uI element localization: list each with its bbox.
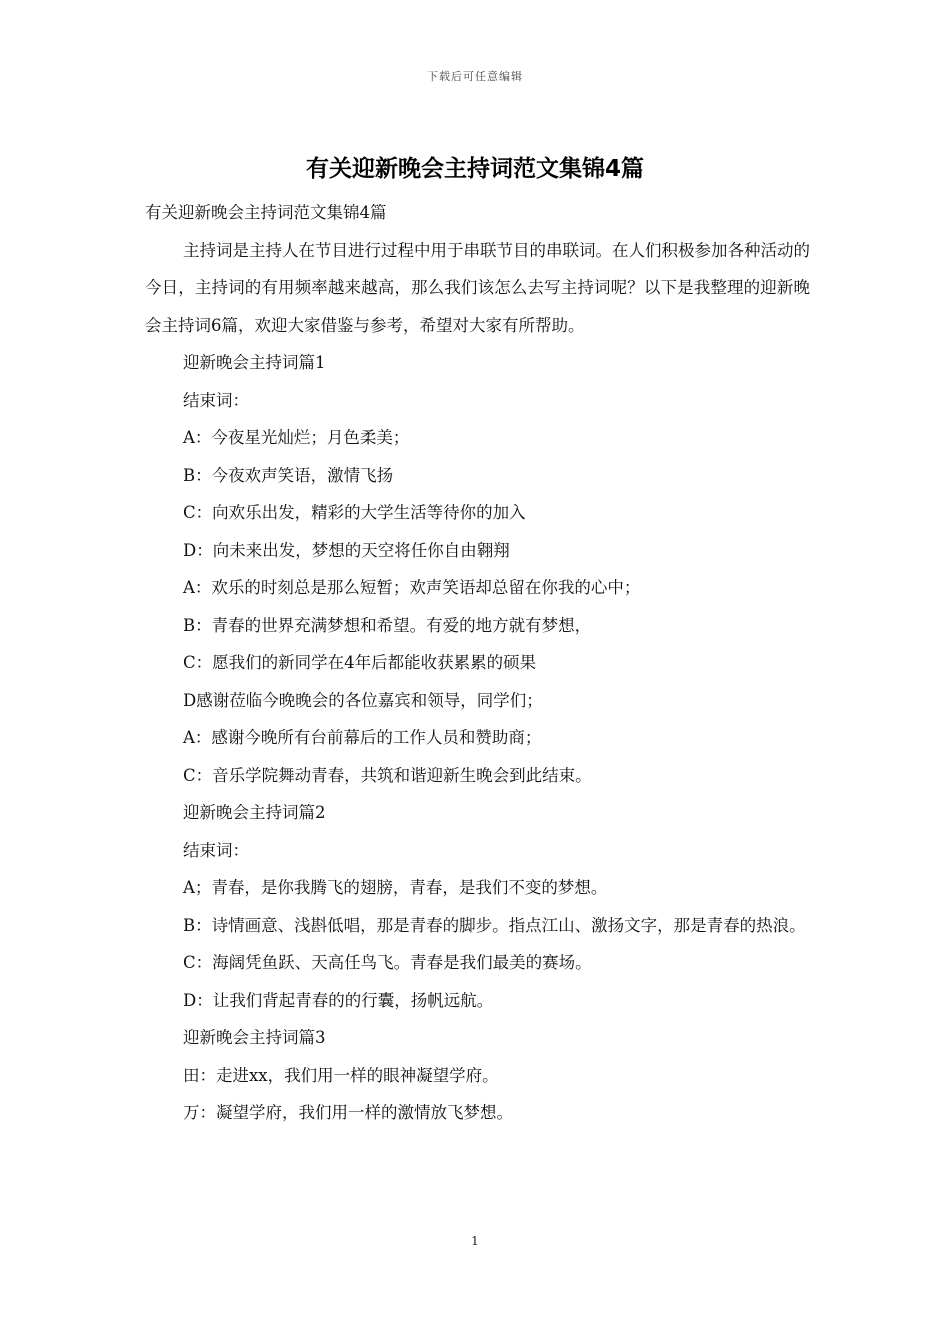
paragraph: B：今夜欢声笑语，激情飞扬	[183, 465, 394, 485]
page-number: 1	[471, 1234, 479, 1248]
section-heading: 迎新晚会主持词篇2	[183, 803, 326, 822]
paragraph: C：向欢乐出发，精彩的大学生活等待你的加入	[183, 503, 526, 522]
header-note: 下载后可任意编辑	[427, 70, 523, 83]
paragraph: B：青春的世界充满梦想和希望。有爱的地方就有梦想，	[183, 615, 592, 635]
paragraph: C：愿我们的新同学在4年后都能收获累累的硕果	[183, 653, 537, 672]
paragraph: 有关迎新晚会主持词范文集锦4篇	[145, 203, 387, 222]
paragraph: C：音乐学院舞动青春，共筑和谐迎新生晚会到此结束。	[183, 765, 592, 785]
paragraph: C：海阔凭鱼跃、天高任鸟飞。青春是我们最美的赛场。	[183, 953, 592, 972]
paragraph: A：今夜星光灿烂；月色柔美；	[183, 428, 410, 447]
section-heading: 迎新晚会主持词篇1	[183, 353, 326, 372]
paragraph: 主持词是主持人在节目进行过程中用于串联节目的串联词。在人们积极参加各种活动的今日，主持词的有用频率越来越高，那么我们该怎么去写主持词呢？以下是我整理的迎新晚会主持词6篇，欢迎大家借鉴与参考，希望对大家有所帮助。	[145, 240, 810, 335]
paragraph: A：感谢今晚所有台前幕后的工作人员和赞助商；	[183, 728, 542, 747]
paragraph: B：诗情画意、浅斟低唱，那是青春的脚步。指点江山、激扬文字，那是青春的热浪。	[183, 915, 806, 935]
paragraph: 万：凝望学府，我们用一样的激情放飞梦想。	[183, 1103, 513, 1122]
paragraph: D：让我们背起青春的的行囊，扬帆远航。	[183, 990, 494, 1010]
paragraph: 结束词：	[183, 390, 249, 410]
paragraph: A；青春，是你我腾飞的翅膀，青春，是我们不变的梦想。	[183, 878, 608, 897]
document-title: 有关迎新晚会主持词范文集锦4篇	[305, 156, 644, 182]
paragraph: 结束词：	[183, 840, 249, 860]
document-body	[145, 194, 810, 1132]
paragraph: D感谢莅临今晚晚会的各位嘉宾和领导，同学们；	[183, 690, 543, 710]
section-heading: 迎新晚会主持词篇3	[183, 1028, 326, 1047]
paragraph: D：向未来出发，梦想的天空将任你自由翱翔	[183, 540, 510, 560]
paragraph: A：欢乐的时刻总是那么短暂；欢声笑语却总留在你我的心中；	[183, 578, 641, 597]
paragraph: 田：走进xx，我们用一样的眼神凝望学府。	[183, 1065, 499, 1085]
